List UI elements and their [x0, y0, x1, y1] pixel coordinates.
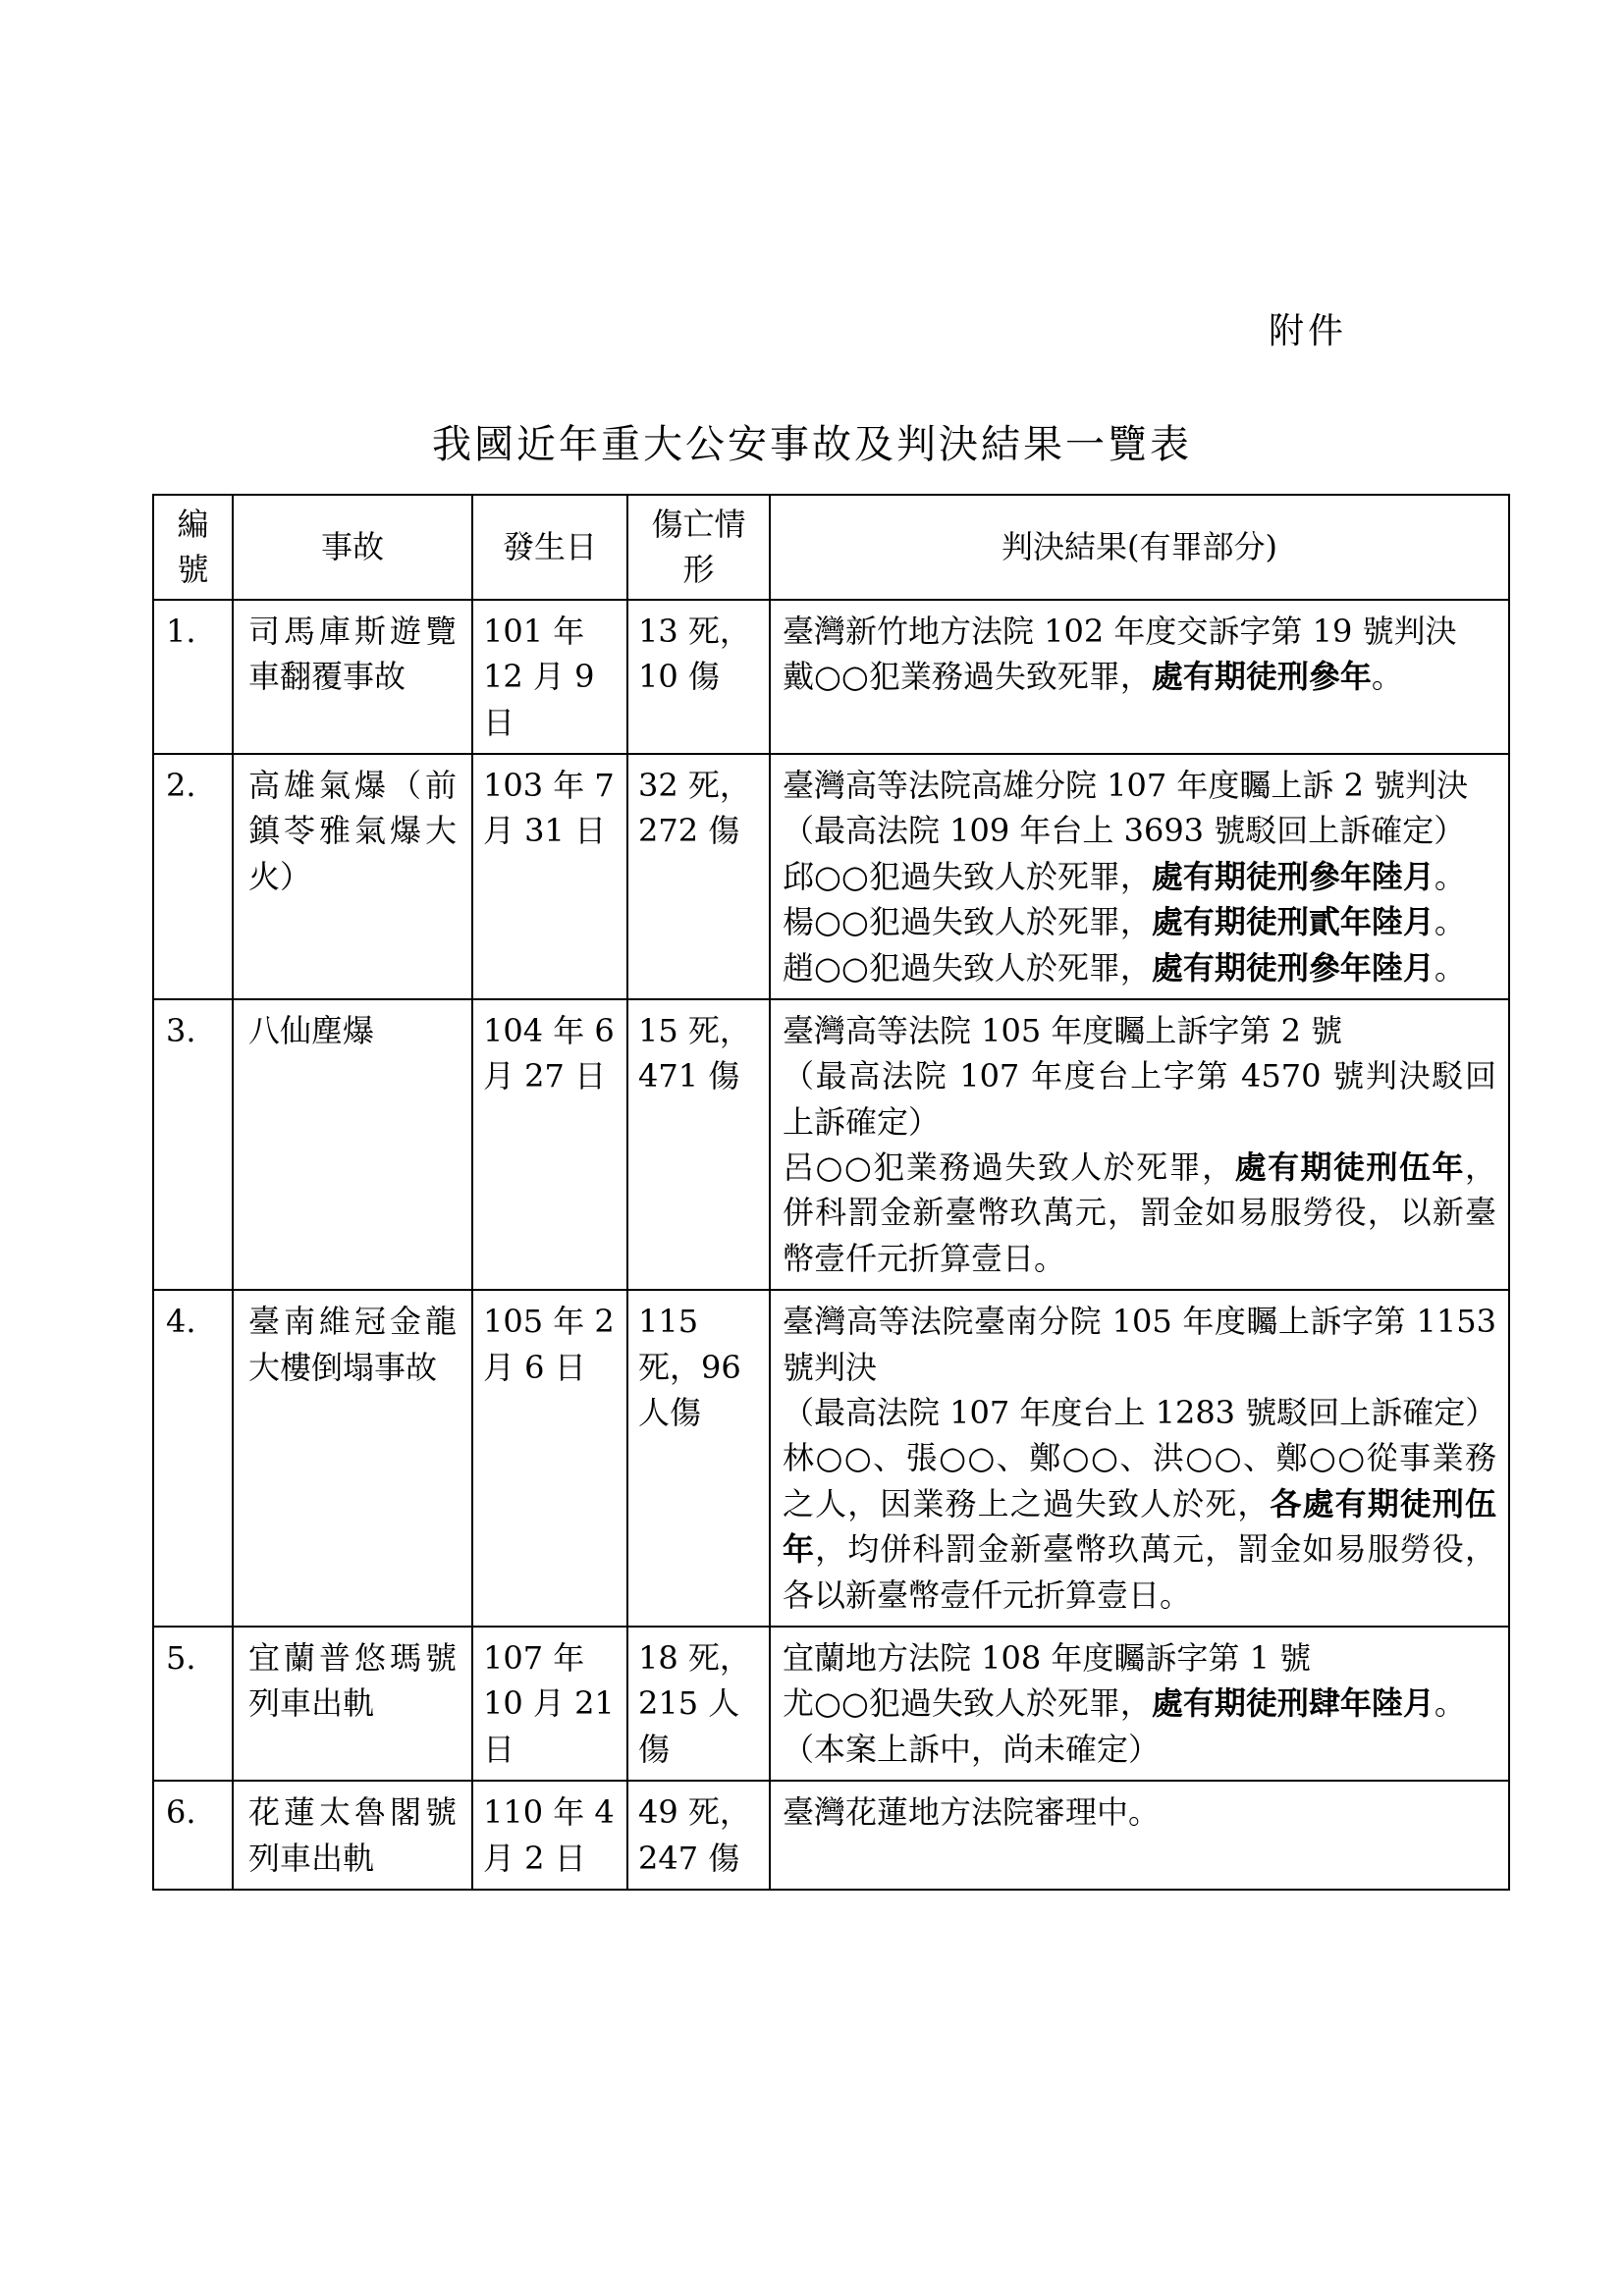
table-row — [153, 1290, 1509, 1627]
verdict-cell — [770, 1781, 1509, 1890]
verdict-paragraph — [783, 1681, 1496, 1726]
verdict-paragraph — [783, 1635, 1496, 1681]
table-row — [153, 754, 1509, 999]
verdict-cell — [770, 600, 1509, 754]
verdict-sentence: 臺灣新竹地方法院 102 年度交訴字第 19 號判決 — [783, 612, 1457, 650]
casualties-cell: 115 死，96 人傷 — [627, 1290, 770, 1627]
verdict-sentence-bold: 處有期徒刑肆年陸月 — [1151, 1684, 1435, 1723]
verdict-cell — [770, 1290, 1509, 1627]
verdict-sentence: 臺灣高等法院 105 年度矚上訴字第 2 號 — [783, 1011, 1343, 1049]
accident-cell: 高雄氣爆（前鎮苓雅氣爆大火） — [233, 754, 472, 999]
column-header-date: 發生日 — [472, 495, 627, 600]
attachment-label: 附件 — [1269, 311, 1348, 351]
verdict-sentence: （本案上訴中，尚未確定） — [783, 1730, 1161, 1768]
row-number-cell: 4. — [153, 1290, 233, 1627]
row-number-cell: 2. — [153, 754, 233, 999]
row-number-cell: 6. — [153, 1781, 233, 1890]
date-cell: 110 年 4 月 2 日 — [472, 1781, 627, 1890]
column-header-no: 編號 — [153, 495, 233, 600]
verdict-paragraph — [783, 1145, 1496, 1281]
verdict-paragraph — [783, 1299, 1496, 1390]
verdict-sentence: 戴○○犯業務過失致死罪， — [783, 658, 1152, 696]
accident-table — [152, 494, 1510, 1891]
verdict-sentence: 。 — [1434, 857, 1466, 895]
date-cell: 101 年 12 月 9 日 — [472, 600, 627, 754]
verdict-sentence: （最高法院 107 年度台上 1283 號駁回上訴確定） — [783, 1394, 1497, 1432]
verdict-sentence: 臺灣花蓮地方法院審理中。 — [783, 1793, 1161, 1832]
verdict-sentence: 林○○、張○○、鄭○○、洪○○、鄭○○從事業務之人，因業務上之過失致人於死， — [783, 1439, 1496, 1522]
table-body — [153, 600, 1509, 1890]
verdict-sentence: 宜蘭地方法院 108 年度矚訴字第 1 號 — [783, 1638, 1312, 1677]
verdict-paragraph — [783, 609, 1496, 654]
verdict-paragraph — [783, 1727, 1496, 1772]
verdict-sentence-bold: 處有期徒刑貳年陸月 — [1151, 903, 1435, 941]
header-row — [153, 495, 1509, 600]
accident-cell: 臺南維冠金龍大樓倒塌事故 — [233, 1290, 472, 1627]
verdict-sentence: 呂○○犯業務過失致人於死罪， — [783, 1148, 1235, 1187]
verdict-paragraph — [783, 1390, 1496, 1435]
date-cell: 107 年 10 月 21 日 — [472, 1627, 627, 1781]
table-row — [153, 999, 1509, 1290]
column-header-verdict: 判決結果(有罪部分) — [770, 495, 1509, 600]
date-cell: 103 年 7 月 31 日 — [472, 754, 627, 999]
date-cell: 104 年 6 月 27 日 — [472, 999, 627, 1290]
verdict-sentence: 臺灣高等法院臺南分院 105 年度矚上訴字第 1153 號判決 — [783, 1303, 1496, 1386]
verdict-cell — [770, 999, 1509, 1290]
table-row — [153, 600, 1509, 754]
table-row — [153, 1627, 1509, 1781]
verdict-sentence: 。 — [1434, 1684, 1466, 1723]
verdict-sentence-bold: 處有期徒刑參年陸月 — [1151, 857, 1435, 895]
date-cell: 105 年 2 月 6 日 — [472, 1290, 627, 1627]
verdict-sentence: 尤○○犯過失致人於死罪， — [783, 1684, 1152, 1723]
verdict-sentence: 。 — [1434, 903, 1466, 941]
verdict-sentence: 臺灣高等法院高雄分院 107 年度矚上訴 2 號判決 — [783, 766, 1469, 804]
verdict-sentence-bold: 處有期徒刑參年 — [1151, 658, 1372, 696]
verdict-sentence: （最高法院 107 年度台上字第 4570 號判決駁回上訴確定） — [783, 1057, 1496, 1141]
verdict-sentence: ，均併科罰金新臺幣玖萬元，罰金如易服勞役，各以新臺幣壹仟元折算壹日。 — [783, 1530, 1496, 1614]
casualties-cell: 18 死，215 人傷 — [627, 1627, 770, 1781]
verdict-paragraph — [783, 854, 1496, 899]
verdict-sentence: 。 — [1371, 658, 1403, 696]
verdict-sentence: 。 — [1434, 948, 1466, 987]
verdict-sentence: 楊○○犯過失致人於死罪， — [783, 903, 1152, 941]
column-header-casualties: 傷亡情形 — [627, 495, 770, 600]
page-title: 我國近年重大公安事故及判決結果一覽表 — [432, 422, 1192, 467]
verdict-paragraph — [783, 1789, 1496, 1835]
verdict-paragraph — [783, 1008, 1496, 1053]
row-number-cell: 1. — [153, 600, 233, 754]
row-number-cell: 5. — [153, 1627, 233, 1781]
casualties-cell: 49 死，247 傷 — [627, 1781, 770, 1890]
verdict-paragraph — [783, 945, 1496, 990]
verdict-paragraph — [783, 654, 1496, 699]
verdict-cell — [770, 754, 1509, 999]
verdict-paragraph — [783, 1435, 1496, 1618]
accident-cell: 宜蘭普悠瑪號列車出軌 — [233, 1627, 472, 1781]
verdict-cell — [770, 1627, 1509, 1781]
table-header — [153, 495, 1509, 600]
verdict-sentence-bold: 處有期徒刑參年陸月 — [1151, 948, 1435, 987]
casualties-cell: 32 死，272 傷 — [627, 754, 770, 999]
accident-cell: 司馬庫斯遊覽車翻覆事故 — [233, 600, 472, 754]
verdict-sentence-bold: 處有期徒刑伍年 — [1234, 1148, 1465, 1187]
verdict-paragraph — [783, 808, 1496, 853]
verdict-paragraph — [783, 763, 1496, 808]
verdict-sentence: 邱○○犯過失致人於死罪， — [783, 857, 1152, 895]
verdict-sentence: ，併科罰金新臺幣玖萬元，罰金如易服勞役，以新臺幣壹仟元折算壹日。 — [783, 1148, 1496, 1277]
casualties-cell: 13 死，10 傷 — [627, 600, 770, 754]
verdict-paragraph — [783, 1053, 1496, 1145]
accident-cell: 八仙塵爆 — [233, 999, 472, 1290]
column-header-accident: 事故 — [233, 495, 472, 600]
verdict-sentence: （最高法院 109 年台上 3693 號駁回上訴確定） — [783, 812, 1466, 850]
row-number-cell: 3. — [153, 999, 233, 1290]
verdict-paragraph — [783, 899, 1496, 944]
accident-cell: 花蓮太魯閣號列車出軌 — [233, 1781, 472, 1890]
casualties-cell: 15 死，471 傷 — [627, 999, 770, 1290]
verdict-sentence: 趙○○犯過失致人於死罪， — [783, 948, 1152, 987]
verdict-sentence-bold: 各處有期徒刑伍年 — [783, 1484, 1496, 1569]
table-row — [153, 1781, 1509, 1890]
